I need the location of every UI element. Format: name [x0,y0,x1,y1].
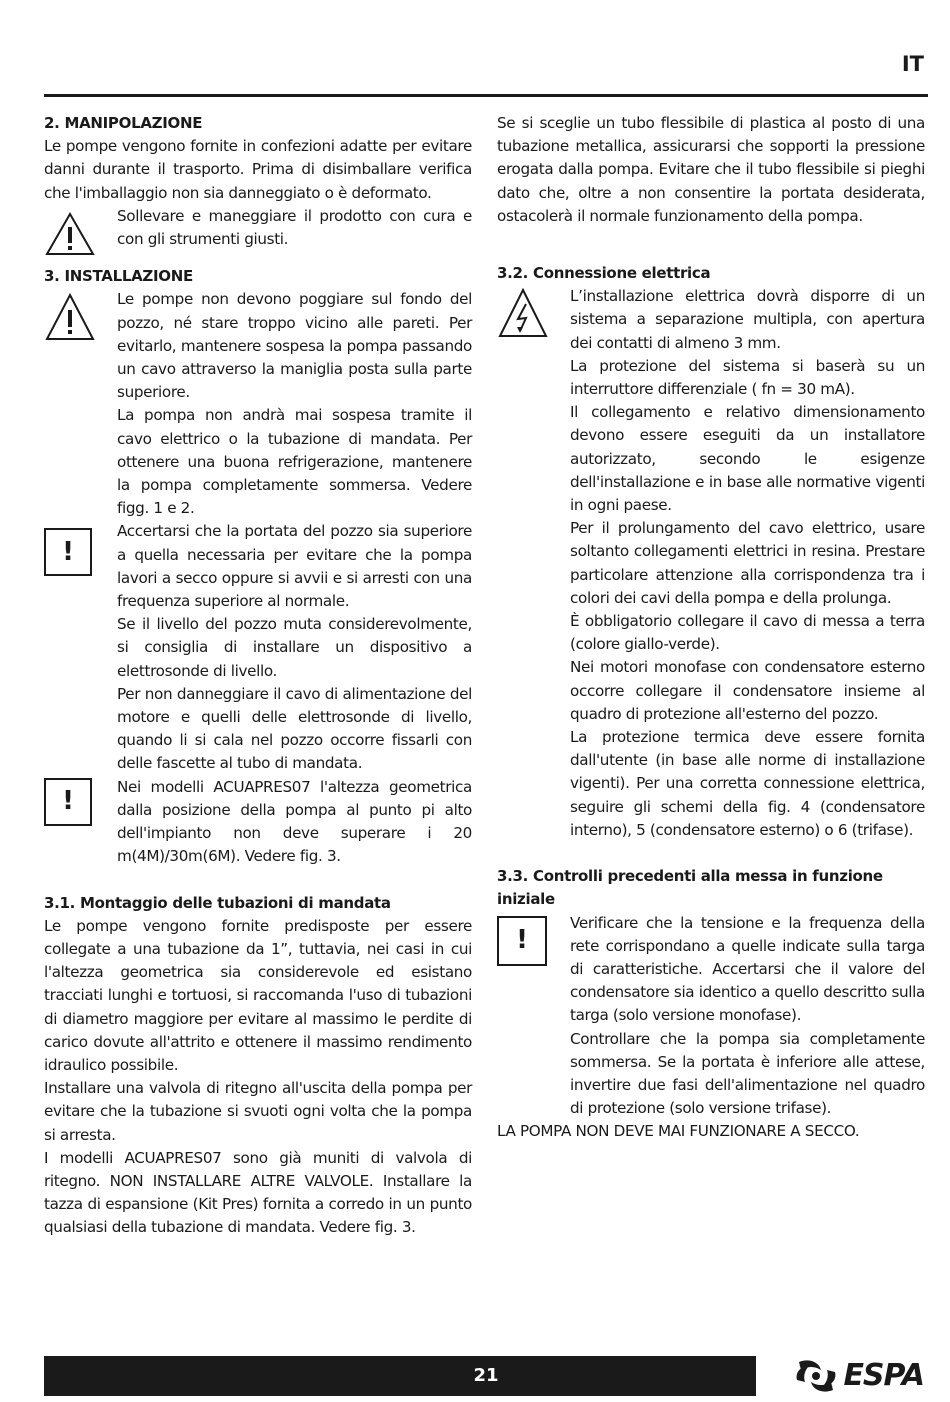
dry-run-warning: LA POMPA NON DEVE MAI FUNZIONARE A SECCO. [497,1122,860,1141]
section-3-1-title: 3.1. Montaggio delle tubazioni di mandata [44,893,391,912]
attention-box-icon: ! [44,778,92,826]
espa-logo [756,1356,928,1396]
section-2-title: 2. MANIPOLAZIONE [44,114,203,132]
installation-paragraph-1: Le pompe non devono poggiare sul fondo del pozzo, né stare troppo vicino alle pareti. Per evitarlo, mantenere sospesa la pompa passando un cavo attraverso la maniglia posta sulla parte superiore. [117,290,472,402]
electrical-paragraph-7: La protezione termica deve essere fornita dall'utente (in base alle norme di installazione vigenti). Per una corretta connessione elettrica, seguire gli schemi della fig. 4 (condensatore interno), 5 (condensatore esterno) o 6 (trifase). [570,728,925,839]
startup-paragraph-1: Verificare che la tensione e la frequenza della rete corrispondano a quelle indicate sulla targa di caratteristiche. Accertarsi che il valore del condensatore sia identico a quello descritto sulla targa (solo versione monofase). [570,913,925,1025]
installation-paragraph-4: Se il livello del pozzo muta considerevolmente, si consiglia di installare un dispositivo a elettrosonde di livello. [117,615,472,680]
warning-triangle-icon [44,211,96,257]
espa-logo-text: ESPA [843,1358,924,1394]
section-2-paragraph: Le pompe vengono fornite in confezioni adatte per evitare danni durante il trasporto. Prima di disimballare verifica che l'imballaggio non sia danneggiato o è deformato. [44,137,472,202]
electrical-paragraph-6: Nei motori monofase con condensatore esterno occorre collegare il condensatore insieme al quadro di protezione all'esterno del pozzo. [570,658,925,723]
electrical-paragraph-5: È obbligatorio collegare il cavo di messa a terra (colore giallo-verde). [570,612,925,654]
section-3-title: 3. INSTALLAZIONE [44,267,193,286]
espa-logo-icon [793,1358,839,1394]
section-3-1-paragraph-2: Installare una valvola di ritegno all'uscita della pompa per evitare che la tubazione si svuoti ogni volta che la pompa si arresta. [44,1079,472,1144]
handling-warning [44,205,472,251]
section-3-2-title: 3.2. Connessione elettrica [497,264,711,283]
attention-box-icon: ! [497,916,547,966]
page-number: 21 [473,1365,499,1386]
installation-paragraph-3: Accertarsi che la portata del pozzo sia superiore a quella necessaria per evitare che la pompa lavori a secco oppure si avvii e si arresti con una frequenza superiore al normale. [117,522,472,611]
electrical-paragraph-4: Per il prolungamento del cavo elettrico, usare soltanto collegamenti elettrici in resina. Prestare particolare attenzione alla corrispondenza tra i colori dei cavi della pompa e della prolunga. [570,519,925,607]
installation-paragraph-5: Per non danneggiare il cavo di alimentazione del motore e quelli delle elettrosonde di livello, quando li si cala nel pozzo occorre fissarli con delle fascette al tubo di mandata. [117,684,472,773]
left-column [44,112,472,1240]
installation-paragraph-6: Nei modelli ACUAPRES07 l'altezza geometrica dalla posizione della pompa al punto pi alto dell'impianto non deve superare i 20 m(4M)/30m(6M). Vedere fig. 3. [117,777,472,866]
attention-box-icon: ! [44,528,92,576]
section-3-3-title: 3.3. Controlli precedenti alla messa in funzione iniziale [497,867,883,909]
well-flow-attention [44,520,472,775]
installation-paragraph-2: La pompa non andrà mai sospesa tramite il cavo elettrico o la tubazione di mandata. Per ottenere una buona refrigerazione, mantenere la pompa completamente sommersa. Vedere figg. 1 e 2. [117,406,472,518]
startup-checks-block [497,912,925,1121]
right-column [497,112,925,1144]
electrical-paragraph-3: Il collegamento e relativo dimensionamento devono essere eseguiti da un installatore autorizzato, secondo le esigenze dell'installazione e in base alle normative vigenti in ogni paese. [570,403,925,515]
footer-bar [44,1356,928,1396]
startup-paragraph-2: Controllare che la pompa sia completamente sommersa. Se la portata è inferiore alle attese, invertire due fasi dell'alimentazione nel quadro di protezione (solo versione trifase). [570,1029,925,1118]
geometric-height-attention [44,776,472,869]
electric-hazard-icon [497,287,549,339]
warning-triangle-icon [44,292,96,342]
electrical-paragraph-1: L’installazione elettrica dovrà disporre di un sistema a separazione multipla, con apertura dei contatti di almeno 3 mm. [570,287,925,352]
installation-warning [44,288,472,520]
section-3-1-paragraph-1: Le pompe vengono fornite predisposte per essere collegate a una tubazione da 1”, tuttavia, nei casi in cui l'altezza geometrica sia considerevole ed esistano tracciati lunghi e tortuosi, si raccomanda l'uso di tubazioni di diametro maggiore per evitare al massimo le perdite di carico dovute all'attrito e ottenere il massimo rendimento idraulico possibile. [44,916,472,1074]
language-code: IT [901,52,924,76]
electrical-paragraph-2: La protezione del sistema si baserà su un interruttore differenziale ( fn = 30 mA). [570,356,925,399]
flexible-tube-paragraph: Se si sceglie un tubo flessibile di plastica al posto di una tubazione metallica, assicurarsi che sopporti la pressione erogata dalla pompa. Evitare che il tubo flessibile si pieghi dato che, oltre a non consentire la portata desiderata, ostacolerà il normale funzionamento della pompa. [497,114,925,225]
handling-warning-text: Sollevare e maneggiare il prodotto con cura e con gli strumenti giusti. [117,206,472,249]
electrical-connection-block [497,285,925,842]
section-3-1-paragraph-3: I modelli ACUAPRES07 sono già muniti di valvola di ritegno. NON INSTALLARE ALTRE VALVOLE. Installare la tazza di espansione (Kit Pres) fornita a corredo in un punto qualsiasi della tubazione di mandata. Vedere fig. 3. [44,1148,472,1237]
header-rule [44,94,928,97]
